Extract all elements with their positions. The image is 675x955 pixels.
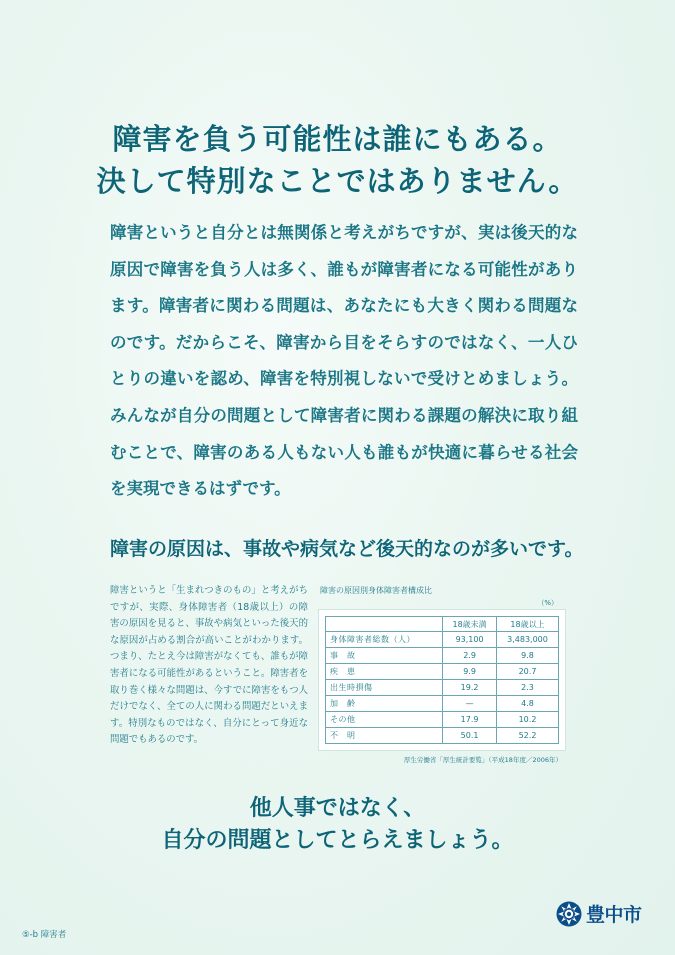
page-title [0,118,675,202]
table-row [326,632,559,648]
table-unit: （%） [537,599,558,607]
cell-over18: 9.8 [497,648,559,664]
cell-under18: 9.9 [443,664,497,680]
cell-over18: 52.2 [497,728,559,744]
row-label: 事 故 [326,648,443,664]
table-row [326,680,559,696]
row-label: 疾 患 [326,664,443,680]
title-line-1: 障害を負う可能性は誰にもある。 [112,122,563,156]
city-name: 豊中市 [586,904,642,926]
cell-under18: 17.9 [443,712,497,728]
closing-line-1: 他人事ではなく、 [249,795,426,821]
row-label: 身体障害者総数（人） [326,632,443,648]
cell-under18: 19.2 [443,680,497,696]
row-label: 不 明 [326,728,443,744]
table-row [326,728,559,744]
table-source: 厚生労働省「厚生統計要覧」（平成18年度／2006年） [403,756,562,764]
closing-line-2: 自分の問題としてとらえましょう。 [161,827,514,853]
table-row [326,696,559,712]
cell-over18: 4.8 [497,696,559,712]
section-heading: 障害の原因は、事故や病気など後天的なのが多いです。 [110,538,584,560]
cell-over18: 2.3 [497,680,559,696]
cause-table [325,616,559,744]
closing-message [0,792,675,856]
intro-text [110,215,578,508]
table-header-cell [326,617,443,632]
table-header-row [326,617,559,632]
page-footer-code: ⑤-b 障害者 [22,930,67,940]
row-label: 加 齢 [326,696,443,712]
table-row [326,712,559,728]
cell-over18: 3,483,000 [497,632,559,648]
table-box [318,609,566,751]
row-label: その他 [326,712,443,728]
table-header-cell: 18歳未満 [443,617,497,632]
title-line-2: 決して特別なことではありません。 [96,164,579,198]
cell-over18: 20.7 [497,664,559,680]
table-row [326,648,559,664]
cell-under18: — [443,696,497,712]
cell-under18: 50.1 [443,728,497,744]
city-logo [556,900,642,927]
body-text [110,583,308,749]
table-header-cell: 18歳以上 [497,617,559,632]
cell-under18: 93,100 [443,632,497,648]
cause-table-panel [318,585,566,764]
body-paragraph: 障害というと「生まれつきのもの」と考えがちですが、実際、身体障害者（18歳以上）の障害の原因を見ると、事故や病気といった後天的な原因が占める割合が高いことがわかります。つまり、たとえ今は障害がなくても、誰もが障害者になる可能性があるということ。障害者を取り巻く様々な問題は、今すでに障害をもつ人だけでなく、全ての人に関わる問題だといえます。特別なものではなく、自分にとって身近な問題でもあるのです。 [110,585,308,746]
cell-under18: 2.9 [443,648,497,664]
city-emblem-icon [556,901,582,927]
table-title: 障害の原因別身体障害者構成比 [320,586,432,595]
row-label: 出生時損傷 [326,680,443,696]
table-row [326,664,559,680]
intro-paragraph: 障害というと自分とは無関係と考えがちですが、実は後天的な原因で障害を負う人は多く、誰もが障害者になる可能性があります。障害者に関わる問題は、あなたにも大きく関わる問題なのです。だからこそ、障害から目をそらすのではなく、一人ひとりの違いを認め、障害を特別視しないで受けとめましょう。みんなが自分の問題として障害者に関わる課題の解決に取り組むことで、障害のある人もない人も誰もが快適に暮らせる社会を実現できるはずです。 [110,223,579,499]
cell-over18: 10.2 [497,712,559,728]
